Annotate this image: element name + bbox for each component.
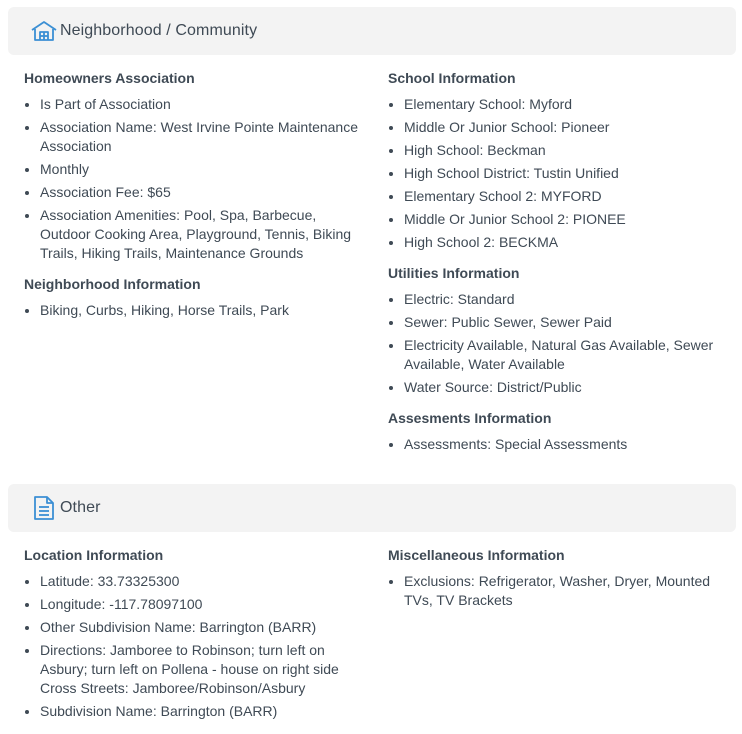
list-item: • Elementary School 2: MYFORD: [404, 187, 728, 206]
list-item: • Is Part of Association: [40, 95, 369, 114]
neighborhood-heading: Neighborhood Information: [24, 276, 201, 292]
list-item: • Middle Or Junior School 2: PIONEE: [404, 210, 728, 229]
list-item: • Electricity Available, Natural Gas Available, Sewer Available, Water Available: [404, 336, 728, 374]
other-right-column: [388, 547, 728, 623]
school-group: [388, 70, 728, 252]
list-item: • Assessments: Special Assessments: [404, 435, 728, 454]
location-heading: Location Information: [24, 547, 164, 563]
list-item: • Subdivision Name: Barrington (BARR): [40, 702, 369, 721]
location-group: [24, 547, 369, 721]
community-left-column: [24, 70, 369, 333]
house-community-icon: [30, 19, 58, 43]
other-section-header: [8, 484, 736, 532]
section-title-other: Other: [60, 499, 101, 516]
list-item: • High School: Beckman: [404, 141, 728, 160]
neighborhood-group: [24, 276, 369, 320]
list-item: • Elementary School: Myford: [404, 95, 728, 114]
misc-list: [388, 572, 728, 610]
assessments-heading: Assesments Information: [388, 410, 552, 426]
list-item: • Electric: Standard: [404, 290, 728, 309]
list-item: • Latitude: 33.73325300: [40, 572, 369, 591]
community-section-header: [8, 7, 736, 55]
misc-group: [388, 547, 728, 610]
list-item: • Association Fee: $65: [40, 183, 369, 202]
assessments-list: [388, 435, 728, 454]
list-item: • Exclusions: Refrigerator, Washer, Dryer, Mounted TVs, TV Brackets: [404, 572, 728, 610]
other-left-column: [24, 547, 369, 734]
hoa-heading: Homeowners Association: [24, 70, 195, 86]
list-item: • Monthly: [40, 160, 369, 179]
list-item: • Directions: Jamboree to Robinson; turn left on Asbury; turn left on Pollena - house on right side Cross Streets: Jamboree/Robinson/Asbury: [40, 641, 369, 698]
community-right-column: [388, 70, 728, 467]
list-item: • High School District: Tustin Unified: [404, 164, 728, 183]
document-icon: [30, 496, 58, 520]
hoa-group: [24, 70, 369, 263]
list-item: • High School 2: BECKMA: [404, 233, 728, 252]
location-list: [24, 572, 369, 721]
list-item: • Water Source: District/Public: [404, 378, 728, 397]
hoa-list: [24, 95, 369, 263]
list-item: • Longitude: -117.78097100: [40, 595, 369, 614]
utilities-group: [388, 265, 728, 397]
list-item: • Middle Or Junior School: Pioneer: [404, 118, 728, 137]
list-item: • Association Amenities: Pool, Spa, Barbecue, Outdoor Cooking Area, Playground, Tennis, Biking Trails, Hiking Trails, Maintenance Grounds: [40, 206, 369, 263]
utilities-list: [388, 290, 728, 397]
list-item: • Other Subdivision Name: Barrington (BARR): [40, 618, 369, 637]
section-title-community: Neighborhood / Community: [60, 22, 258, 39]
misc-heading: Miscellaneous Information: [388, 547, 565, 563]
assessments-group: [388, 410, 728, 454]
school-heading: School Information: [388, 70, 516, 86]
list-item: • Sewer: Public Sewer, Sewer Paid: [404, 313, 728, 332]
utilities-heading: Utilities Information: [388, 265, 520, 281]
neighborhood-list: [24, 301, 369, 320]
school-list: [388, 95, 728, 252]
list-item: • Biking, Curbs, Hiking, Horse Trails, Park: [40, 301, 369, 320]
list-item: • Association Name: West Irvine Pointe Maintenance Association: [40, 118, 369, 156]
